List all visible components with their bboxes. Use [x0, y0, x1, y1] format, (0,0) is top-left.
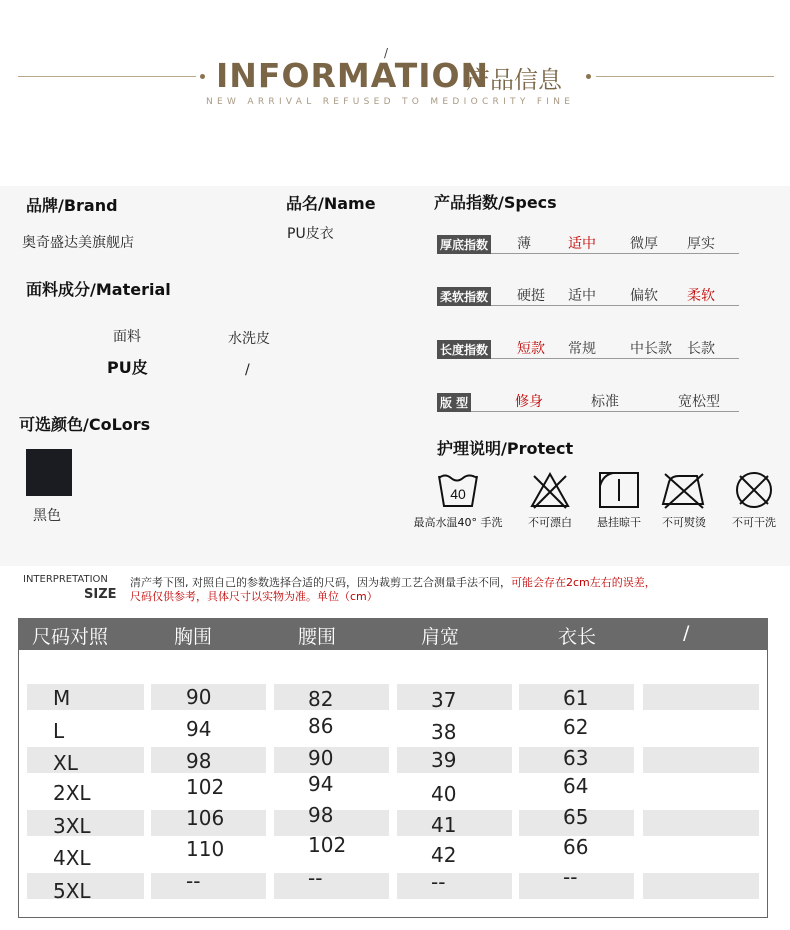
size-cell	[643, 873, 759, 899]
size-cell	[519, 715, 634, 741]
size-cell-text: 90	[186, 685, 212, 709]
size-cell-label	[27, 873, 144, 903]
col-header-extra: /	[683, 622, 690, 644]
size-cell	[151, 837, 266, 867]
size-cell-text: 63	[563, 746, 589, 770]
material-key-2: 水洗皮	[228, 331, 270, 347]
header-dot-right	[586, 74, 591, 79]
material-key-1: 面料	[113, 329, 141, 345]
size-cell	[274, 715, 389, 741]
size-cell	[274, 747, 389, 773]
size-cell	[274, 866, 389, 899]
spec-option: 常规	[568, 341, 596, 357]
spec-option: 厚实	[687, 236, 715, 252]
no-bleach-icon	[528, 470, 572, 510]
name-value: PU皮衣	[287, 226, 334, 242]
size-cell	[643, 841, 759, 867]
size-label: SIZE	[84, 587, 117, 602]
header-slash: /	[384, 46, 389, 60]
col-header-shoulder: 肩宽	[421, 626, 460, 648]
spec-row	[437, 285, 739, 306]
size-cell-text: 3XL	[53, 814, 91, 838]
header-title-cn: 产品信息	[466, 66, 562, 94]
size-cell	[151, 684, 266, 710]
size-cell-text: 90	[308, 746, 334, 770]
header-tagline: NEW ARRIVAL REFUSED TO MEDIOCRITY FINE	[206, 97, 575, 107]
size-cell	[643, 684, 759, 710]
size-cell-text: 40	[431, 782, 457, 806]
spec-row	[437, 338, 739, 359]
size-cell-text: 39	[431, 748, 457, 772]
spec-option: 微厚	[630, 236, 658, 252]
size-cell-text: L	[53, 719, 65, 743]
size-cell	[643, 747, 759, 773]
col-header-length: 衣长	[558, 626, 597, 648]
col-header-waist: 腰围	[298, 626, 337, 648]
size-cell-text: M	[53, 686, 71, 710]
size-cell-text: 65	[563, 805, 589, 829]
size-cell-text: XL	[53, 751, 78, 775]
size-cell-text: 94	[308, 772, 334, 796]
size-cell	[643, 715, 759, 741]
spec-tag: 长度指数	[437, 340, 491, 359]
header-line-left	[18, 76, 196, 77]
size-cell-text: 98	[186, 749, 212, 773]
spec-row	[437, 391, 739, 412]
care-label-no-bleach: 不可漂白	[528, 516, 572, 529]
size-cell-label	[27, 747, 144, 773]
protect-label: 护理说明/Protect	[437, 439, 574, 458]
size-cell-label	[27, 715, 144, 741]
size-cell-label	[27, 778, 144, 804]
spec-option: 薄	[517, 236, 531, 252]
spec-option: 长款	[687, 341, 715, 357]
size-cell-text: 106	[186, 806, 225, 830]
care-item-hang-dry	[591, 470, 647, 530]
size-cell-text: --	[186, 869, 201, 893]
size-cell-text: 110	[186, 837, 225, 861]
size-cell	[397, 747, 512, 773]
size-cell	[397, 841, 512, 867]
size-cell	[151, 775, 266, 804]
size-note-red-1: 可能会存在2cm左右的误差，	[511, 576, 656, 589]
size-cell-text: 61	[563, 686, 589, 710]
specs-label: 产品指数/Specs	[434, 193, 557, 212]
material-value-1: PU皮	[107, 358, 148, 377]
size-cell	[274, 772, 389, 804]
spec-option: 中长款	[630, 341, 672, 357]
size-note-black: 清产考下图, 对照自己的参数选择合适的尺码，因为裁剪工艺合测量手法不同，	[130, 576, 511, 589]
spec-option-selected: 短款	[517, 341, 545, 357]
size-cell	[151, 869, 266, 899]
size-cell-text: 41	[431, 813, 457, 837]
header-title-en: INFORMATION	[216, 56, 490, 95]
size-cell	[151, 806, 266, 836]
header-dot-left	[200, 74, 205, 79]
size-cell-text: 4XL	[53, 846, 91, 870]
size-cell-text: 42	[431, 843, 457, 867]
size-cell	[274, 684, 389, 710]
spec-option: 硬挺	[517, 288, 545, 304]
no-iron-icon	[659, 470, 709, 510]
size-cell	[274, 833, 389, 867]
wash-40-icon	[436, 470, 480, 510]
color-swatch-black[interactable]	[26, 449, 72, 496]
brand-label: 品牌/Brand	[26, 196, 118, 215]
care-item-wash	[412, 470, 504, 530]
size-cell	[519, 747, 634, 773]
care-label-wash: 最高水温40° 手洗	[413, 516, 503, 529]
size-cell	[519, 774, 634, 804]
size-cell-text: 2XL	[53, 781, 91, 805]
material-value-2: /	[245, 362, 250, 378]
size-cell	[519, 684, 634, 710]
care-item-no-bleach	[522, 470, 578, 530]
size-cell-text: 64	[563, 774, 589, 798]
size-cell-text: 5XL	[53, 879, 91, 903]
size-cell-text: 94	[186, 717, 212, 741]
size-cell-text: 82	[308, 687, 334, 711]
size-cell-text: 102	[308, 833, 347, 857]
size-cell-text: --	[308, 866, 323, 890]
spec-tag: 厚底指数	[437, 235, 491, 254]
material-label: 面料成分/Material	[26, 280, 171, 299]
spec-option: 适中	[568, 288, 596, 304]
size-cell-text: 37	[431, 688, 457, 712]
care-item-no-iron	[656, 470, 712, 530]
size-cell-label	[27, 684, 144, 710]
brand-value: 奥奇盛达美旗舰店	[22, 235, 134, 251]
care-label-no-iron: 不可熨烫	[662, 516, 706, 529]
size-cell-label	[27, 841, 144, 870]
colors-label: 可选颜色/CoLors	[19, 415, 151, 434]
size-cell	[151, 747, 266, 773]
size-table-header	[18, 618, 768, 650]
spec-tag: 版 型	[437, 393, 471, 412]
size-cell	[519, 805, 634, 836]
spec-row	[437, 233, 739, 254]
size-cell-text: 38	[431, 720, 457, 744]
care-item-no-dry-clean	[726, 470, 782, 530]
size-cell	[151, 715, 266, 741]
interpretation-label: INTERPRETATION	[23, 574, 108, 585]
name-label: 品名/Name	[286, 194, 376, 213]
care-label-hang-dry: 悬挂晾干	[597, 516, 641, 529]
size-cell	[519, 865, 634, 899]
col-header-chest: 胸围	[174, 626, 213, 648]
spec-option-selected: 适中	[568, 236, 596, 252]
color-name: 黑色	[33, 508, 61, 524]
size-cell	[397, 684, 512, 710]
spec-option-selected: 柔软	[687, 288, 715, 304]
hang-dry-icon	[597, 470, 641, 510]
size-cell	[643, 810, 759, 836]
col-header-size: 尺码对照	[32, 626, 109, 648]
care-label-no-dry-clean: 不可干洗	[732, 516, 776, 529]
size-cell	[397, 715, 512, 744]
no-dry-clean-icon	[732, 470, 776, 510]
size-cell-label	[27, 810, 144, 836]
spec-option: 宽松型	[678, 394, 720, 410]
size-cell-text: --	[431, 870, 446, 894]
spec-option: 标准	[591, 394, 619, 410]
size-cell-text: 98	[308, 803, 334, 827]
size-cell	[397, 778, 512, 804]
size-note-red-2: 尺码仅供参考，具体尺寸以实物为准。单位（cm）	[130, 590, 378, 603]
size-cell-text: 66	[563, 835, 589, 859]
spec-option-selected: 修身	[515, 394, 543, 410]
wash-temp-text: 40	[450, 486, 466, 502]
size-cell	[397, 870, 512, 899]
size-cell-text: 102	[186, 775, 225, 799]
size-cell-text: --	[563, 865, 578, 889]
spec-tag: 柔软指数	[437, 287, 491, 306]
size-cell-text: 62	[563, 715, 589, 739]
spec-option: 偏软	[630, 288, 658, 304]
size-cell	[643, 778, 759, 804]
size-cell	[397, 810, 512, 836]
size-cell-text: 86	[308, 714, 334, 738]
header-line-right	[596, 76, 774, 77]
